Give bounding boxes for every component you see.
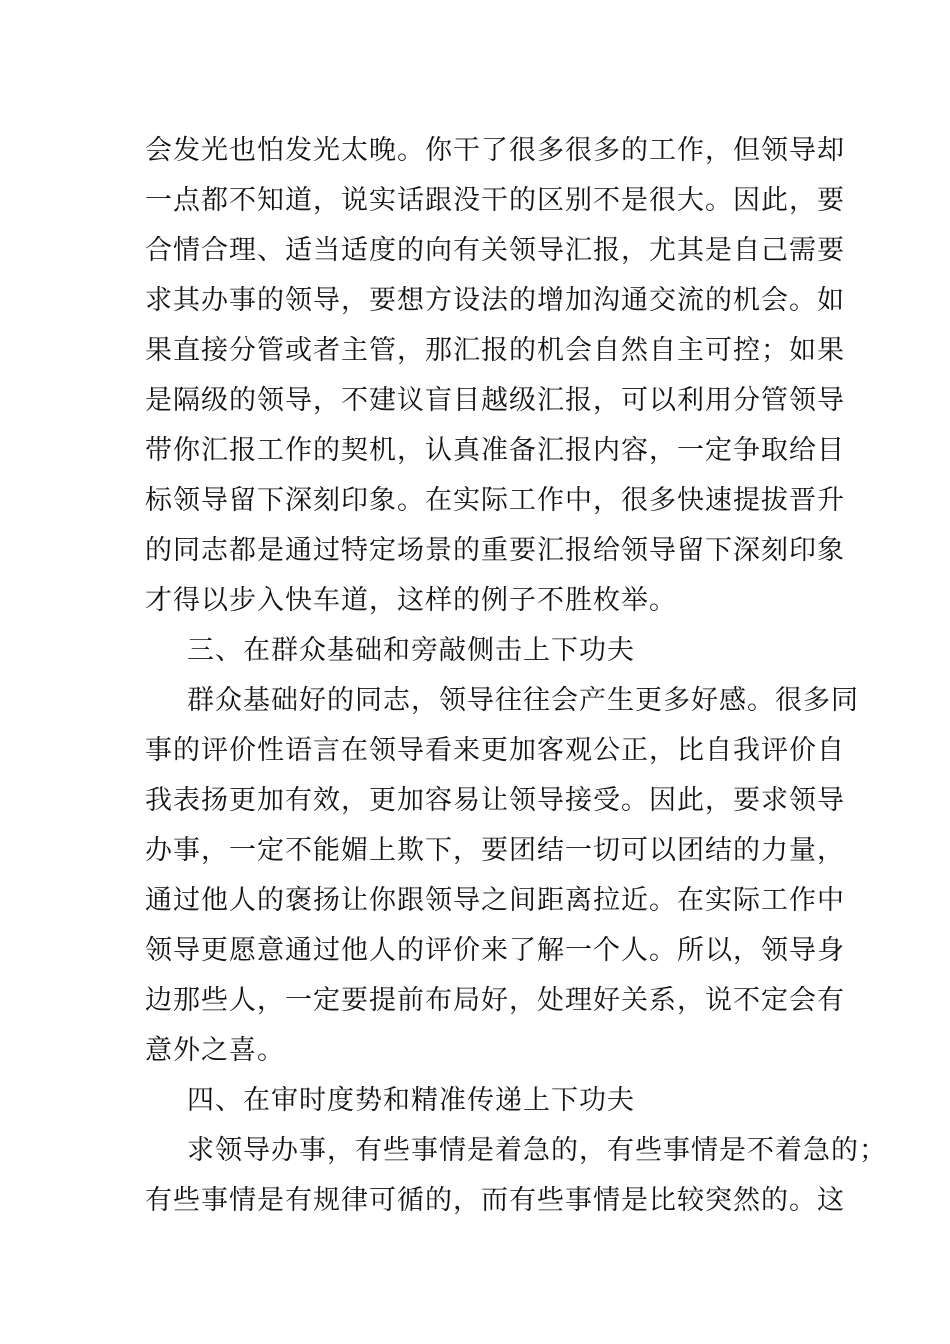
- paragraph-line: 一点都不知道，说实话跟没干的区别不是很大。因此，要: [145, 185, 845, 216]
- paragraph-line: 的同志都是通过特定场景的重要汇报给领导留下深刻印象: [145, 535, 845, 566]
- paragraph-line: 是隔级的领导，不建议盲目越级汇报，可以利用分管领导: [145, 385, 845, 416]
- paragraph-line: 求其办事的领导，要想方设法的增加沟通交流的机会。如: [145, 285, 845, 316]
- paragraph-line: 带你汇报工作的契机，认真准备汇报内容，一定争取给目: [145, 435, 845, 466]
- paragraph-line: 求领导办事，有些事情是着急的，有些事情是不着急的；: [187, 1135, 887, 1166]
- paragraph-line: 合情合理、适当适度的向有关领导汇报，尤其是自己需要: [145, 235, 845, 266]
- section-heading-4: 四、在审时度势和精准传递上下功夫: [187, 1085, 635, 1116]
- paragraph-line: 边那些人，一定要提前布局好，处理好关系，说不定会有: [145, 985, 845, 1016]
- paragraph-line: 我表扬更加有效，更加容易让领导接受。因此，要求领导: [145, 785, 845, 816]
- paragraph-line: 群众基础好的同志，领导往往会产生更多好感。很多同: [187, 685, 859, 716]
- paragraph-line: 果直接分管或者主管，那汇报的机会自然自主可控；如果: [145, 335, 845, 366]
- paragraph-line: 有些事情是有规律可循的，而有些事情是比较突然的。这: [145, 1185, 845, 1216]
- paragraph-line: 领导更愿意通过他人的评价来了解一个人。所以，领导身: [145, 935, 845, 966]
- paragraph-line: 事的评价性语言在领导看来更加客观公正，比自我评价自: [145, 735, 845, 766]
- paragraph-line: 标领导留下深刻印象。在实际工作中，很多快速提拔晋升: [145, 485, 845, 516]
- paragraph-line: 办事，一定不能媚上欺下，要团结一切可以团结的力量，: [145, 835, 845, 866]
- paragraph-line: 会发光也怕发光太晚。你干了很多很多的工作，但领导却: [145, 135, 845, 166]
- paragraph-line: 通过他人的褒扬让你跟领导之间距离拉近。在实际工作中: [145, 885, 845, 916]
- paragraph-line: 意外之喜。: [145, 1035, 285, 1066]
- paragraph-line: 才得以步入快车道，这样的例子不胜枚举。: [145, 585, 677, 616]
- section-heading-3: 三、在群众基础和旁敲侧击上下功夫: [187, 635, 635, 666]
